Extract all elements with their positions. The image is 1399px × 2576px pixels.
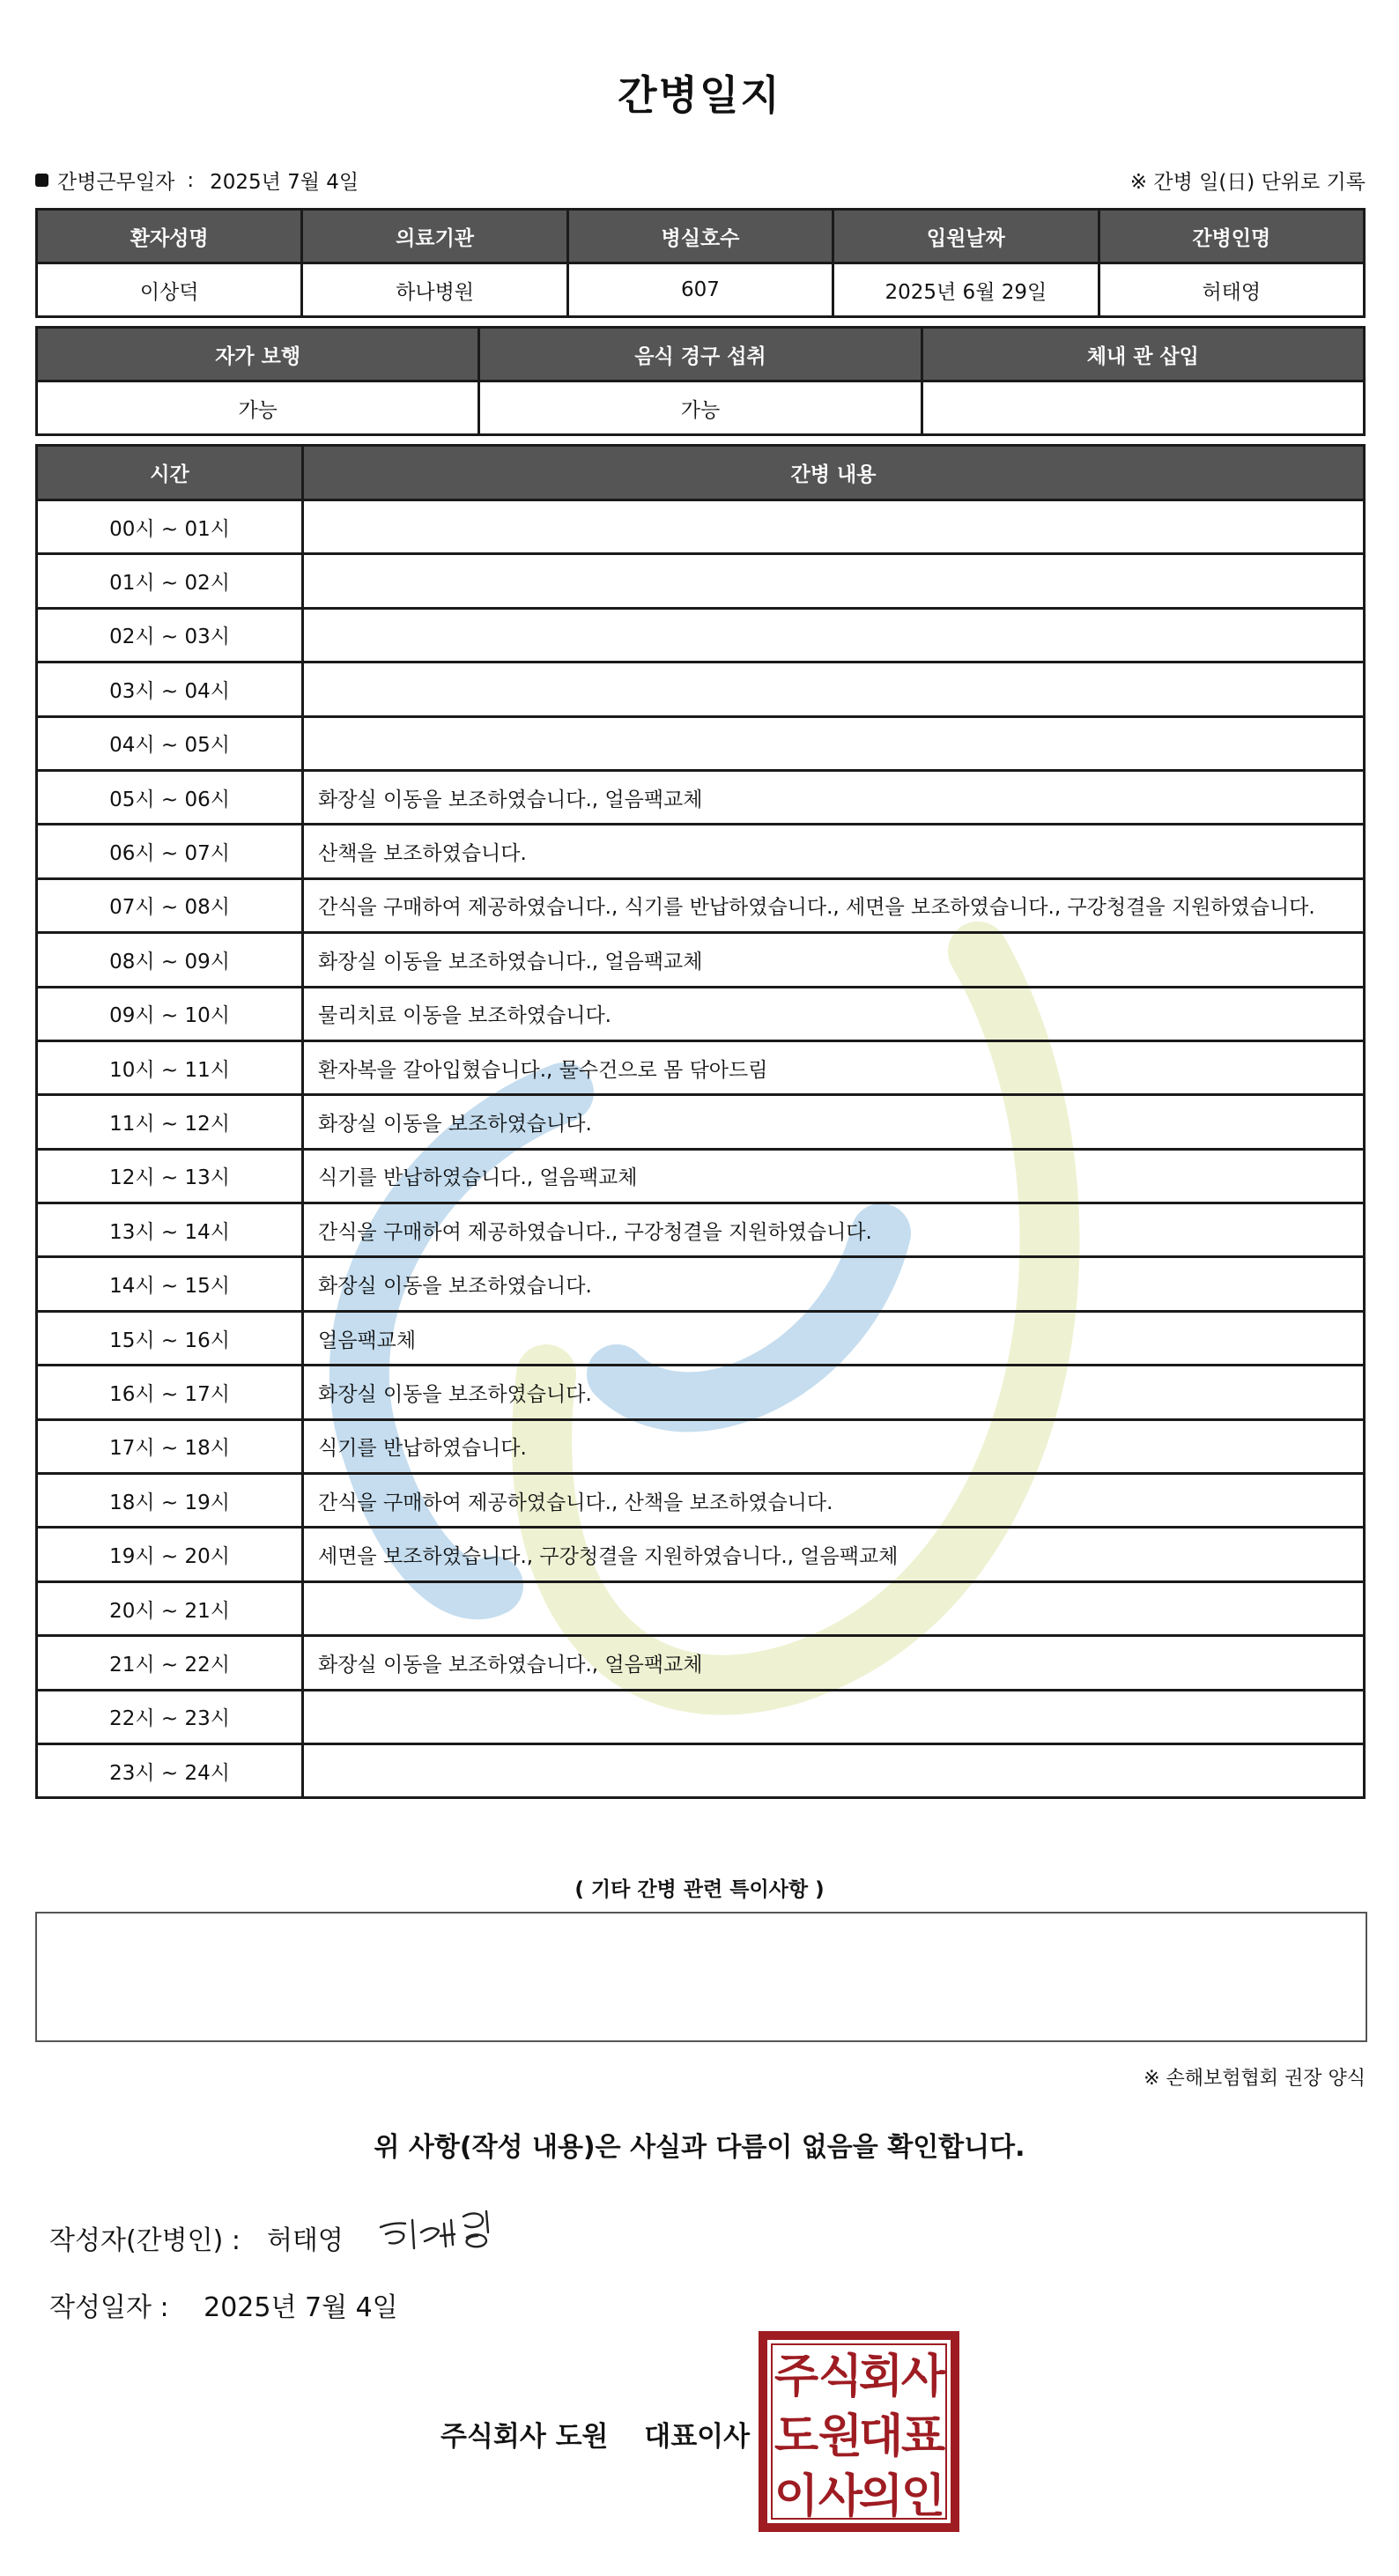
- time-cell: 11시 ~ 12시: [37, 1095, 303, 1149]
- header-admission-date: 입원날짜: [833, 210, 1099, 263]
- care-content-cell: 간식을 구매하여 제공하였습니다., 산책을 보조하였습니다.: [303, 1474, 1365, 1528]
- handwritten-signature: [374, 2194, 523, 2264]
- table-row: [37, 554, 1365, 608]
- time-cell: 20시 ~ 21시: [37, 1581, 303, 1635]
- time-cell: 04시 ~ 05시: [37, 716, 303, 770]
- patient-status-table: [35, 326, 1366, 436]
- writer-label: 작성자(간병인) :: [49, 2225, 241, 2256]
- care-content-cell: [303, 1690, 1365, 1743]
- document-title: 간병일지: [618, 71, 781, 119]
- confirmation-statement: 위 사항(작성 내용)은 사실과 다름이 없음을 확인합니다.: [374, 2132, 1025, 2163]
- company-name: 주식회사 도원: [440, 2421, 609, 2453]
- time-cell: 00시 ~ 01시: [37, 500, 303, 554]
- seal-glyph: 식: [818, 2350, 863, 2403]
- work-date-line: [35, 166, 359, 195]
- time-cell: 08시 ~ 09시: [37, 933, 303, 987]
- writer-line: [49, 2218, 344, 2257]
- care-content-cell: 화장실 이동을 보조하였습니다., 얼음팩교체: [303, 770, 1365, 824]
- table-row: [37, 770, 1365, 824]
- table-row: [37, 1528, 1365, 1581]
- care-log-table: [35, 444, 1366, 1799]
- header-time: 시간: [37, 446, 303, 500]
- written-date-line: [49, 2285, 398, 2324]
- work-date-label: 간병근무일자: [57, 171, 175, 194]
- written-date-value: 2025년 7월 4일: [204, 2292, 398, 2323]
- table-row: [37, 1636, 1365, 1690]
- time-cell: 18시 ~ 19시: [37, 1474, 303, 1528]
- time-cell: 16시 ~ 17시: [37, 1366, 303, 1419]
- time-cell: 22시 ~ 23시: [37, 1690, 303, 1743]
- status-value-row: [37, 381, 1365, 435]
- hospital-name: 하나병원: [302, 263, 567, 317]
- table-row: [37, 933, 1365, 987]
- patient-info-value-row: [37, 263, 1365, 317]
- seal-glyph: 원: [818, 2410, 863, 2463]
- room-number: 607: [567, 263, 833, 317]
- table-row: [37, 1366, 1365, 1419]
- header-caregiver-name: 간병인명: [1099, 210, 1364, 263]
- time-cell: 13시 ~ 14시: [37, 1203, 303, 1257]
- header-self-walking: 자가 보행: [37, 328, 479, 381]
- header-patient-name: 환자성명: [37, 210, 302, 263]
- time-cell: 17시 ~ 18시: [37, 1419, 303, 1473]
- care-content-cell: 식기를 반납하였습니다.: [303, 1419, 1365, 1473]
- table-row: [37, 1149, 1365, 1203]
- patient-info-header-row: [37, 210, 1365, 263]
- time-cell: 10시 ~ 11시: [37, 1040, 303, 1094]
- self-walking-value: 가능: [37, 381, 479, 435]
- care-content-cell: [303, 663, 1365, 716]
- special-notes-title: ( 기타 간병 관련 특이사항 ): [574, 1878, 825, 1901]
- work-date-value: 2025년 7월 4일: [210, 171, 359, 194]
- representative-title: 대표이사: [644, 2421, 751, 2453]
- header-tube-insertion: 체내 관 삽입: [922, 328, 1364, 381]
- unit-note: ※ 간병 일(日) 단위로 기록: [1129, 171, 1366, 194]
- time-cell: 06시 ~ 07시: [37, 825, 303, 878]
- header-hospital: 의료기관: [302, 210, 567, 263]
- table-row: [37, 1581, 1365, 1635]
- seal-glyph: 회: [858, 2350, 904, 2403]
- seal-glyph: 의: [858, 2470, 904, 2523]
- table-row: [37, 1257, 1365, 1311]
- seal-glyph: 표: [900, 2410, 946, 2463]
- table-row: [37, 1690, 1365, 1743]
- seal-glyph: 이: [774, 2470, 819, 2523]
- time-cell: 09시 ~ 10시: [37, 987, 303, 1040]
- table-row: [37, 1743, 1365, 1797]
- table-row: [37, 1311, 1365, 1365]
- time-cell: 14시 ~ 15시: [37, 1257, 303, 1311]
- table-row: [37, 1203, 1365, 1257]
- care-log-header-row: [37, 446, 1365, 500]
- care-content-cell: 간식을 구매하여 제공하였습니다., 구강청결을 지원하였습니다.: [303, 1203, 1365, 1257]
- time-cell: 23시 ~ 24시: [37, 1743, 303, 1797]
- care-content-cell: [303, 716, 1365, 770]
- time-cell: 19시 ~ 20시: [37, 1528, 303, 1581]
- time-cell: 07시 ~ 08시: [37, 878, 303, 932]
- table-row: [37, 825, 1365, 878]
- form-source-note: ※ 손해보험협회 권장 양식: [1144, 2068, 1366, 2090]
- work-date-separator: :: [187, 168, 195, 192]
- time-cell: 05시 ~ 06시: [37, 770, 303, 824]
- care-content-cell: [303, 1743, 1365, 1797]
- company-line: [440, 2414, 750, 2454]
- care-content-cell: [303, 1581, 1365, 1635]
- status-header-row: [37, 328, 1365, 381]
- care-content-cell: 화장실 이동을 보조하였습니다.: [303, 1366, 1365, 1419]
- seal-glyph: 사: [900, 2350, 946, 2403]
- seal-glyph: 주: [774, 2350, 819, 2403]
- time-cell: 01시 ~ 02시: [37, 554, 303, 608]
- care-content-cell: 환자복을 갈아입혔습니다., 물수건으로 몸 닦아드림: [303, 1040, 1365, 1094]
- seal-glyph: 도: [774, 2410, 819, 2463]
- admission-date: 2025년 6월 29일: [833, 263, 1099, 317]
- table-row: [37, 1474, 1365, 1528]
- table-row: [37, 608, 1365, 662]
- care-content-cell: 간식을 구매하여 제공하였습니다., 식기를 반납하였습니다., 세면을 보조하였습니다., 구강청결을 지원하였습니다.: [303, 878, 1365, 932]
- table-row: [37, 716, 1365, 770]
- time-cell: 02시 ~ 03시: [37, 608, 303, 662]
- care-content-cell: [303, 608, 1365, 662]
- care-content-cell: 화장실 이동을 보조하였습니다., 얼음팩교체: [303, 933, 1365, 987]
- written-date-label: 작성일자 :: [49, 2292, 169, 2323]
- seal-glyph: 사: [818, 2470, 863, 2523]
- care-content-cell: 화장실 이동을 보조하였습니다.: [303, 1095, 1365, 1149]
- company-seal: [758, 2330, 960, 2533]
- table-row: [37, 663, 1365, 716]
- header-oral-intake: 음식 경구 섭취: [479, 328, 922, 381]
- time-cell: 03시 ~ 04시: [37, 663, 303, 716]
- table-row: [37, 878, 1365, 932]
- care-content-cell: 물리치료 이동을 보조하였습니다.: [303, 987, 1365, 1040]
- time-cell: 21시 ~ 22시: [37, 1636, 303, 1690]
- table-row: [37, 987, 1365, 1040]
- black-square-icon: [35, 174, 48, 187]
- table-row: [37, 1040, 1365, 1094]
- header-care-content: 간병 내용: [303, 446, 1365, 500]
- time-cell: 12시 ~ 13시: [37, 1149, 303, 1203]
- patient-info-table: [35, 208, 1366, 318]
- care-content-cell: 얼음팩교체: [303, 1311, 1365, 1365]
- oral-intake-value: 가능: [479, 381, 922, 435]
- care-content-cell: [303, 554, 1365, 608]
- tube-insertion-value: [922, 381, 1364, 435]
- care-content-cell: 산책을 보조하였습니다.: [303, 825, 1365, 878]
- patient-name: 이상덕: [37, 263, 302, 317]
- care-content-cell: 세면을 보조하였습니다., 구강청결을 지원하였습니다., 얼음팩교체: [303, 1528, 1365, 1581]
- caregiver-name: 허태영: [1099, 263, 1364, 317]
- table-row: [37, 500, 1365, 554]
- care-content-cell: [303, 500, 1365, 554]
- care-content-cell: 화장실 이동을 보조하였습니다., 얼음팩교체: [303, 1636, 1365, 1690]
- care-content-cell: 화장실 이동을 보조하였습니다.: [303, 1257, 1365, 1311]
- seal-glyph: 인: [900, 2470, 946, 2523]
- time-cell: 15시 ~ 16시: [37, 1311, 303, 1365]
- table-row: [37, 1419, 1365, 1473]
- table-row: [37, 1095, 1365, 1149]
- header-room-number: 병실호수: [567, 210, 833, 263]
- writer-name: 허태영: [266, 2225, 344, 2256]
- care-content-cell: 식기를 반납하였습니다., 얼음팩교체: [303, 1149, 1365, 1203]
- special-notes-box: [35, 1912, 1367, 2042]
- seal-glyph: 대: [858, 2410, 904, 2463]
